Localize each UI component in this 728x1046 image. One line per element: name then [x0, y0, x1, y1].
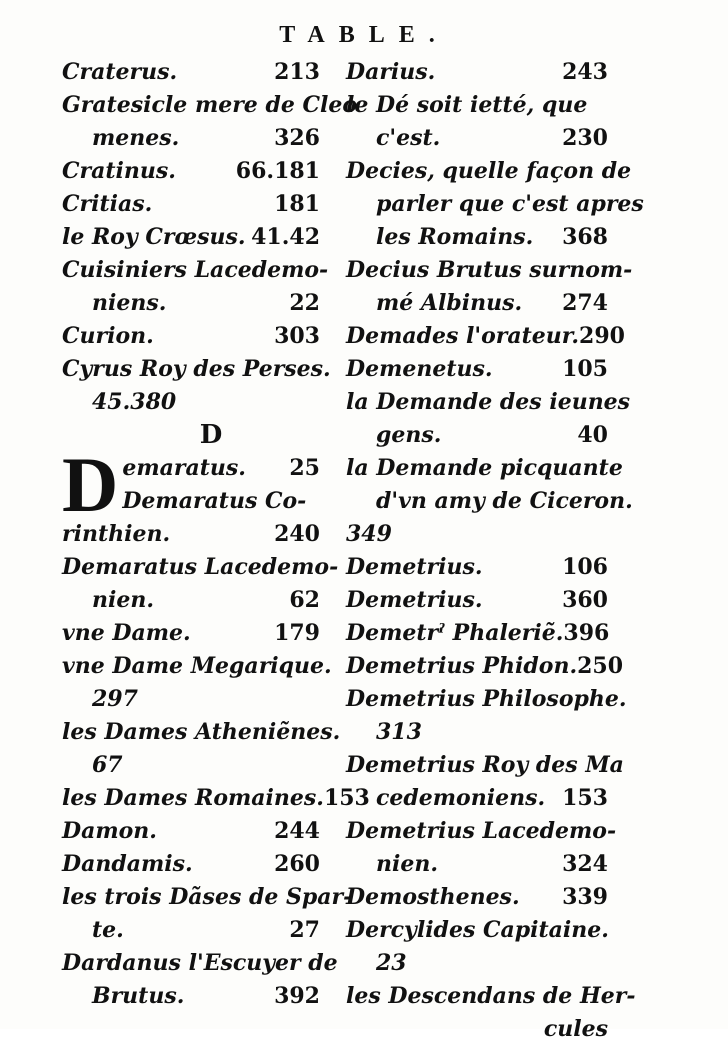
entry-text: 349 — [346, 521, 392, 547]
entry-page-number: 213 — [274, 59, 320, 85]
entry-text: Dandamis. — [62, 851, 193, 877]
entry-page-number: 324 — [562, 851, 608, 877]
index-entry — [346, 320, 625, 353]
entry-text: Demaratus Co- — [122, 488, 307, 514]
index-entry — [62, 716, 341, 749]
index-entry — [62, 617, 320, 650]
entry-page-number: 250 — [577, 653, 624, 679]
entry-text: Decius Brutus surnom- — [346, 257, 633, 283]
entry-text: Cyrus Roy des Perses. — [62, 356, 331, 382]
entry-text: Brutus. — [92, 983, 185, 1009]
entry-page-number: 230 — [562, 125, 608, 151]
entry-text: menes. — [92, 125, 180, 151]
index-entry — [62, 188, 320, 221]
entry-text: vne Dame. — [62, 620, 191, 646]
entry-text: les Romains. — [376, 224, 534, 250]
entry-page-number: 260 — [274, 851, 320, 877]
index-entry — [122, 452, 320, 485]
index-entry — [346, 188, 644, 221]
entry-text: parler que c'est apres — [376, 191, 644, 217]
entry-text: Cuisiniers Lacedemo- — [62, 257, 329, 283]
entry-text: Demosthenes. — [346, 884, 520, 910]
index-entry — [346, 584, 608, 617]
entry-page-number: 153 — [562, 785, 608, 811]
entry-text: les Dames Romaines. — [62, 785, 324, 811]
entry-text: les trois Dãses de Spar- — [62, 884, 353, 910]
entry-text: Dercylides Capitaine. — [346, 917, 609, 943]
entry-page-number: 179 — [274, 620, 320, 646]
index-entry — [346, 650, 624, 683]
entry-page-number: 40 — [577, 422, 608, 448]
index-entry — [346, 1013, 608, 1046]
index-entry — [346, 353, 608, 386]
right-column — [346, 56, 644, 1046]
index-entry — [62, 947, 338, 980]
index-entry — [346, 947, 608, 980]
entry-text: niens. — [92, 290, 167, 316]
entry-page-number: 303 — [274, 323, 320, 349]
entry-page-number: 25 — [289, 455, 320, 481]
entry-page-number: 66.181 — [235, 158, 320, 184]
entry-text: Demenetus. — [346, 356, 493, 382]
entry-text: 67 — [92, 752, 123, 778]
index-entry — [346, 485, 633, 518]
section-letter: D — [199, 420, 223, 450]
entry-page-number: 105 — [562, 356, 608, 382]
entry-page-number: 106 — [562, 554, 608, 580]
index-entry — [346, 122, 608, 155]
entry-text: Dardanus l'Escuyer de — [62, 950, 338, 976]
entry-text: emaratus. — [122, 455, 246, 481]
index-entry — [62, 89, 358, 122]
index-entry — [346, 848, 608, 881]
entry-text: Darius. — [346, 59, 436, 85]
entry-text: Demetrius. — [346, 554, 483, 580]
entry-text: d'vn amy de Ciceron. — [376, 488, 633, 514]
index-entry — [346, 155, 632, 188]
index-entry — [346, 617, 608, 650]
index-entry — [62, 353, 331, 386]
entry-text: vne Dame Megarique. — [62, 653, 332, 679]
index-entry — [346, 518, 608, 551]
entry-text: 297 — [92, 686, 138, 712]
entry-text: c'est. — [376, 125, 441, 151]
index-entry — [346, 419, 608, 452]
index-entry — [62, 221, 320, 254]
dropcap-block — [62, 441, 320, 528]
entry-text: Critias. — [62, 191, 153, 217]
index-entry — [62, 155, 320, 188]
index-entry — [122, 485, 320, 518]
dropcap-letter: D — [62, 441, 119, 528]
entry-text: la Demande picquante — [346, 455, 623, 481]
index-entry — [346, 980, 636, 1013]
entry-text: nien. — [376, 851, 439, 877]
entry-page-number: 339 — [562, 884, 608, 910]
entry-page-number: 396 — [563, 620, 610, 646]
index-entry — [62, 518, 320, 551]
entry-page-number: 368 — [562, 224, 608, 250]
index-entry — [346, 881, 608, 914]
index-entry — [62, 584, 320, 617]
index-entry — [346, 782, 608, 815]
entry-page-number: 41.42 — [251, 224, 320, 250]
index-entry — [346, 716, 608, 749]
index-entry — [62, 551, 339, 584]
entry-text: Damon. — [62, 818, 157, 844]
entry-page-number: 290 — [579, 323, 625, 349]
index-entry — [346, 914, 608, 947]
entry-text: les Dames Atheniẽnes. — [62, 719, 341, 745]
entry-text: Craterus. — [62, 59, 178, 85]
entry-text: le Dé soit ietté, que — [346, 92, 588, 118]
entry-text: cules — [543, 1016, 608, 1042]
entry-text: 23 — [376, 950, 407, 976]
index-entry — [62, 650, 332, 683]
entry-text: Demetrius Phidon. — [346, 653, 578, 679]
entry-text: Curion. — [62, 323, 154, 349]
entry-text: 313 — [376, 719, 422, 745]
index-entry — [346, 386, 631, 419]
entry-page-number: 153 — [323, 785, 370, 811]
index-entry — [346, 815, 617, 848]
entry-text: Demetrius Philosophe. — [346, 686, 627, 712]
entry-text: cedemoniens. — [376, 785, 546, 811]
index-entry — [62, 122, 320, 155]
entry-text: gens. — [376, 422, 442, 448]
index-entry — [62, 815, 320, 848]
index-entry — [62, 980, 320, 1013]
entry-text: le Roy Crœsus. — [62, 224, 246, 250]
entry-text: Demetrˀ Phaleriẽ. — [346, 620, 564, 646]
index-entry — [346, 254, 633, 287]
entry-page-number: 326 — [274, 125, 320, 151]
entry-page-number: 243 — [562, 59, 608, 85]
index-entry — [346, 287, 608, 320]
index-entry — [346, 551, 608, 584]
index-entry — [62, 56, 320, 89]
entry-page-number: 244 — [274, 818, 320, 844]
entry-page-number: 181 — [274, 191, 320, 217]
entry-page-number: 240 — [274, 521, 320, 547]
index-entry — [62, 683, 320, 716]
entry-text: Demetrius Lacedemo- — [346, 818, 617, 844]
index-entry — [346, 749, 624, 782]
index-entry — [62, 386, 320, 419]
index-entry — [62, 914, 320, 947]
index-entry — [62, 320, 320, 353]
entry-text: nien. — [92, 587, 155, 613]
entry-text: Gratesicle mere de Cleo — [62, 92, 358, 118]
entry-page-number: 22 — [289, 290, 320, 316]
entry-text: Decies, quelle façon de — [346, 158, 632, 184]
entry-page-number: 27 — [289, 917, 320, 943]
entry-text: les Descendans de Her- — [346, 983, 636, 1009]
entry-text: te. — [92, 917, 124, 943]
index-entry — [346, 89, 608, 122]
entry-page-number: 62 — [289, 587, 320, 613]
index-entry — [346, 56, 608, 89]
index-entry — [62, 254, 329, 287]
entry-page-number: 360 — [562, 587, 608, 613]
entry-text: Demades l'orateur. — [346, 323, 580, 349]
entry-text: Demetrius. — [346, 587, 483, 613]
page-header: TABLE. — [279, 22, 449, 48]
entry-text: Demaratus Lacedemo- — [62, 554, 339, 580]
entry-text: Demetrius Roy des Ma — [346, 752, 624, 778]
index-entry — [62, 287, 320, 320]
index-entry — [346, 221, 608, 254]
index-entry — [62, 881, 353, 914]
index-entry — [62, 749, 320, 782]
entry-page-number: 274 — [562, 290, 608, 316]
entry-page-number: 392 — [274, 983, 320, 1009]
index-entry — [346, 683, 627, 716]
entry-text: la Demande des ieunes — [346, 389, 631, 415]
index-entry — [346, 452, 623, 485]
entry-text: mé Albinus. — [376, 290, 523, 316]
index-entry — [62, 782, 370, 815]
index-entry — [62, 848, 320, 881]
entry-text: Cratinus. — [62, 158, 176, 184]
entry-text: rinthien. — [62, 521, 171, 547]
entry-text: 45.380 — [92, 389, 177, 415]
